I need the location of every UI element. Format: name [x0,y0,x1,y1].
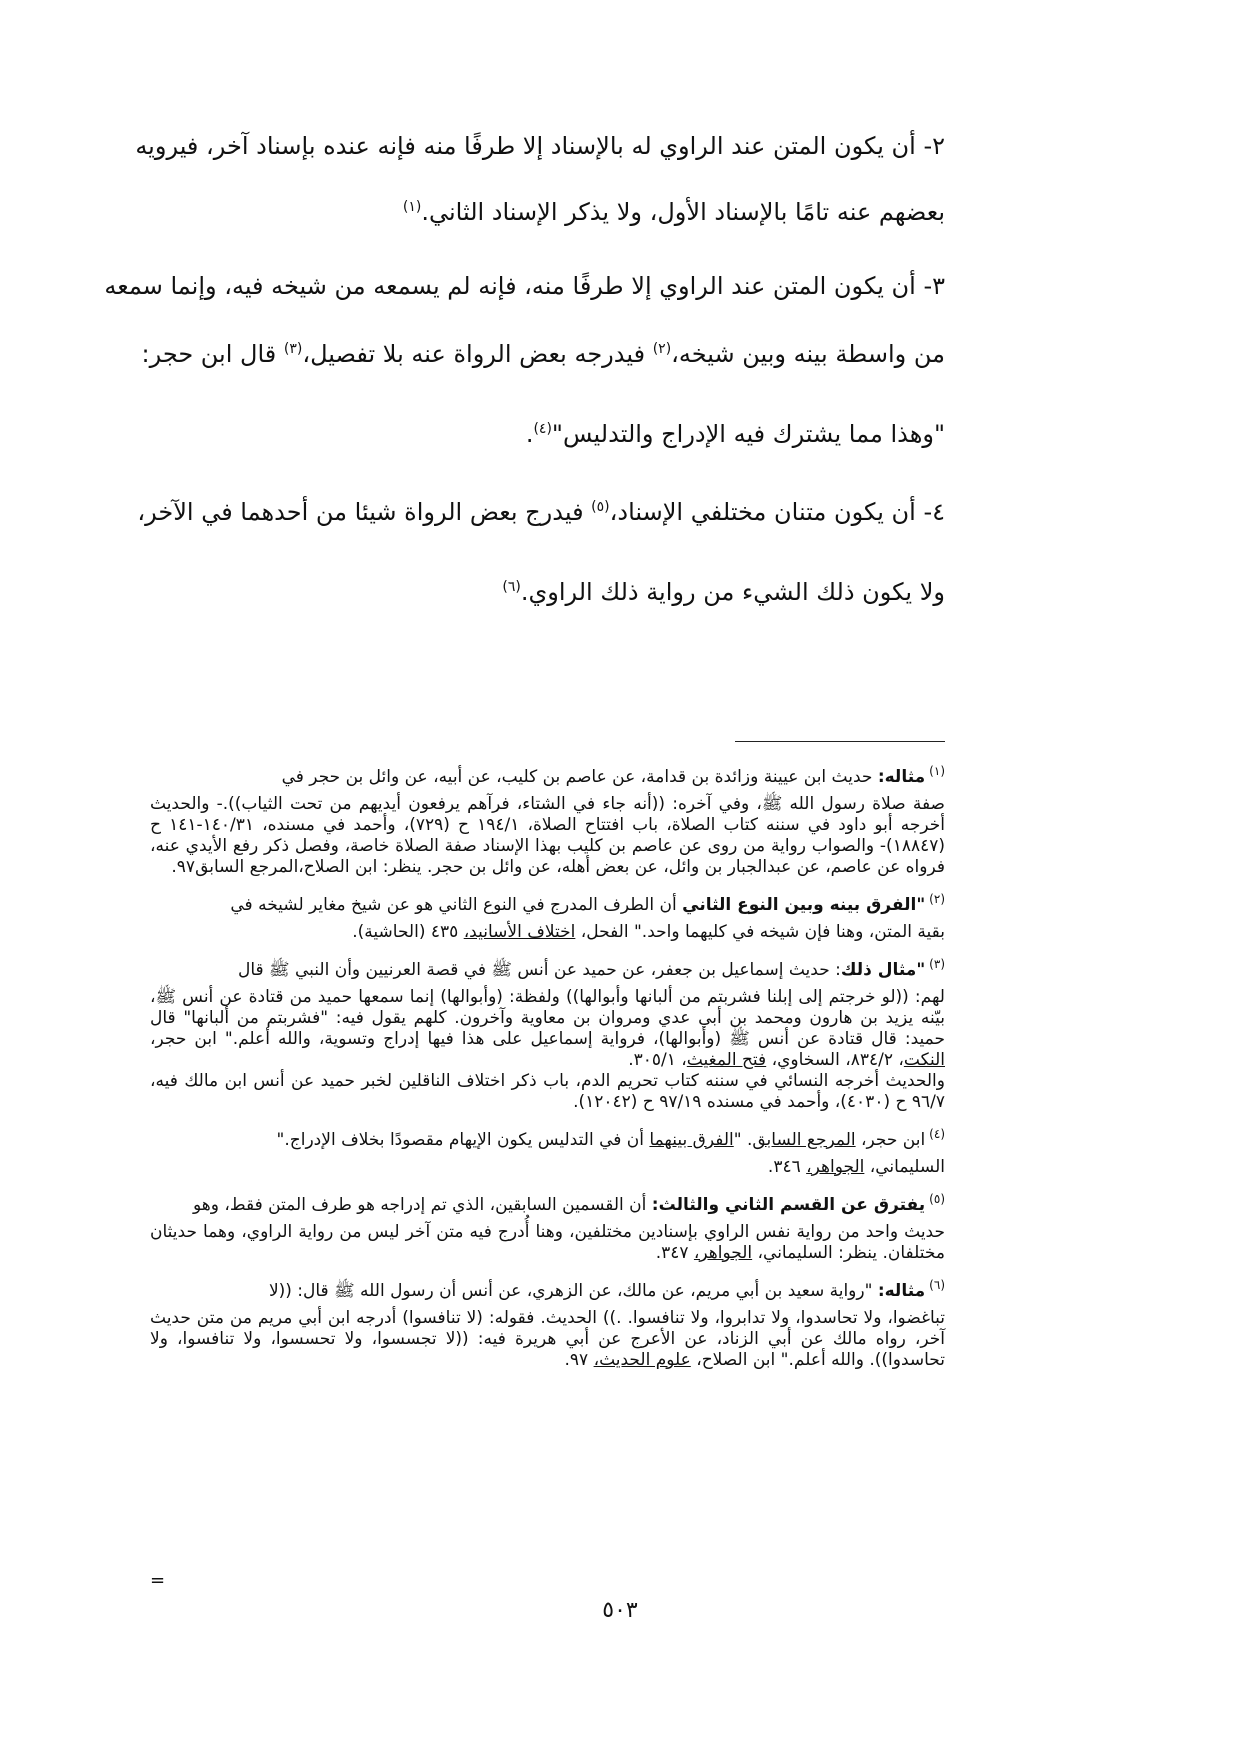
footnote-1 [150,760,945,878]
footnote-text: لهم: ((لو خرجتم إلى إبلنا فشربتم من ألبانها وأبوالها)) ولفظة: (وأبوالها) إنما سمعها حميد من قتادة عن أنس ﷺ، بيّنه يزيد بن هارون ومحمد بن أبي عدي ومروان بن معاوية وآخرون. كلهم يقول فيه: "فشربتم من ألبانها" قال حميد: قال قتادة عن أنس ﷺ (وأبوالها)، فرواية إسماعيل على هذا فيها إدراج وتسوية، والله أعلم." ابن حجر، [150,987,945,1049]
footnote-text: ٣٤٧. [655,1243,694,1263]
footnote-text: حديث ابن عيينة وزائدة بن قدامة، عن عاصم بن كليب، عن أبيه، عن وائل بن حجر في [281,767,878,787]
footnote-5 [150,1188,945,1264]
footnote-text: أن القسمين السابقين، الذي تم إدراجه هو طرف المتن فقط، وهو [193,1195,652,1215]
footnote-text: ، ٣٠٥/١. [628,1050,687,1070]
footnote-1-first-line [150,760,945,794]
footnote-text: حديث واحد من رواية نفس الراوي بإسنادين مختلفين، وهنا أُدرج فيه متن آخر ليس من رواية الراوي، وهما حديثان مختلفان. ينظر: السليماني، [150,1222,945,1263]
page-number: ٥٠٣ [602,1598,638,1623]
footnote-number: (٤) [929,1127,945,1142]
footnote-lead: "مثال ذلك [840,960,926,980]
item-3-line-1: ٣- أن يكون المتن عند الراوي إلا طرفًا منه، فإنه لم يسمعه من شيخه فيه، وإنما سمعه [104,272,945,300]
footnote-lead: مثاله: [877,1281,926,1301]
footnote-3-body [150,987,945,1071]
footnote-number: (٣) [929,957,945,972]
footnote-lead: "الفرق بينه وبين النوع الثاني [682,895,926,915]
quote-text: "وهذا مما يشترك فيه الإدراج والتدليس" [551,420,945,448]
footnote-text: ، ٨٣٤/٢، السخاوي، [766,1050,904,1070]
footnote-number: (٦) [929,1278,945,1293]
footnote-text: ٤٣٥ (الحاشية). [352,922,464,942]
citation-title: الجواهر، [806,1157,865,1177]
footnotes [150,760,945,1381]
footnote-5-first-line [150,1188,945,1222]
item-4-text-a: ٤- أن يكون متنان مختلفي الإسناد، [609,498,945,526]
footnote-6 [150,1274,945,1371]
footnote-text: ٣٤٦. [767,1157,807,1177]
footnote-ref-3[interactable]: (٣) [283,341,303,357]
footnote-ref-5[interactable]: (٥) [591,499,610,515]
footnote-3-body-2: والحديث أخرجه النسائي في سننه كتاب تحريم الدم، باب ذكر اختلاف الناقلين لخبر حميد عن أنس ابن مالك فيه، ٩٦/٧ ح (٤٠٣٠)، وأحمد في مسنده ٩٧/١٩ ح (١٢٠٤٢). [150,1071,945,1112]
quote-end: . [525,420,534,448]
footnote-text: ٩٧. [564,1350,594,1370]
citation-title: الفرق بينهما [649,1130,734,1150]
item-4-text-b: فيدرج بعض الرواة شيئا من أحدهما في الآخر، [137,498,592,526]
footnote-2 [150,888,945,943]
footnote-ref-6[interactable]: (٦) [502,579,521,595]
citation-title: النكت [903,1050,945,1070]
item-4-line-1 [137,484,945,540]
footnote-number: (٢) [929,892,945,907]
citation-title: اختلاف الأسانيد، [463,922,576,942]
footnote-3 [150,953,945,1113]
footnote-ref-1[interactable]: (١) [402,199,422,215]
footnote-separator [735,741,945,742]
footnote-2-body [150,922,945,943]
item-4-text-c: ولا يكون ذلك الشيء من رواية ذلك الراوي. [520,578,945,606]
continuation-mark: = [150,1570,166,1591]
footnote-2-first-line [150,888,945,922]
footnote-4-body [150,1157,945,1178]
footnote-5-body [150,1222,945,1264]
footnote-lead: يفترق عن القسم الثاني والثالث: [651,1195,926,1215]
footnote-3-first-line [150,953,945,987]
footnote-number: (١) [929,764,945,779]
footnote-text: بقية المتن، وهنا فإن شيخه في كليهما واحد." الفحل، [575,922,945,942]
footnote-text: ابن حجر، [855,1130,926,1150]
footnote-lead: مثاله: [877,767,926,787]
item-4-line-2 [150,564,945,620]
item-2-line-1: ٢- أن يكون المتن عند الراوي له بالإسناد إلا طرفًا منه فإنه عنده بإسناد آخر، فيرويه [135,132,945,160]
item-3-text-c: قال ابن حجر: [141,340,284,368]
item-3-line-2 [141,326,945,382]
footnote-text: . " [733,1130,753,1150]
item-3-text-a: من واسطة بينه وبين شيخه، [671,340,945,368]
item-3-line-3 [150,406,945,462]
footnote-1-body: صفة صلاة رسول الله ﷺ، وفي آخره: ((أنه جاء في الشتاء، فرآهم يرفعون أيديهم من تحت الثياب)).- والحديث أخرجه أبو داود في سننه كتاب الصلاة، باب افتتاح الصلاة، ١٩٤/١ ح (٧٢٩)، وأحمد في مسنده، ١٤٠/٣١-١٤١ ح (١٨٨٤٧)- والصواب رواية من روى عن عاصم بن كليب بهذا الإسناد صفة الصلاة خاصة، وفصل ذكر رفع الأيدي عنه، فرواه عن عاصم، عن عبدالجبار بن وائل، عن بعض أهله، عن وائل بن حجر. ينظر: ابن الصلاح،المرجع السابق٩٧. [150,794,945,877]
footnote-text: "رواية سعيد بن أبي مريم، عن مالك، عن الزهري، عن أنس أن رسول الله ﷺ قال: ((لا [268,1281,878,1301]
item-2-text: بعضهم عنه تامًا بالإسناد الأول، ولا يذكر الإسناد الثاني. [421,198,945,226]
footnote-text: أن في التدليس يكون الإيهام مقصودًا بخلاف الإدراج." [276,1130,650,1150]
footnote-6-body [150,1308,945,1371]
footnote-text: السليماني، [864,1157,945,1177]
citation-title: فتح المغيث [686,1050,767,1070]
footnote-4 [150,1123,945,1178]
footnote-ref-2[interactable]: (٢) [652,341,672,357]
footnote-ref-4[interactable]: (٤) [533,421,552,437]
footnote-6-first-line [150,1274,945,1308]
citation-title: الجواهر، [693,1243,753,1263]
citation-title: المرجع السابق [752,1130,856,1150]
item-3-text-b: فيدرجه بعض الرواة عنه بلا تفصيل، [302,340,653,368]
footnote-text: أن الطرف المدرج في النوع الثاني هو عن شيخ مغاير لشيخه في [230,895,683,915]
footnote-4-first-line [150,1123,945,1157]
footnote-text: تباغضوا، ولا تحاسدوا، ولا تدابروا، ولا تنافسوا. .)) الحديث. فقوله: (لا تنافسوا) أدرجه ابن أبي مريم من متن حديث آخر، رواه مالك عن أبي الزناد، عن الأعرج عن أبي هريرة فيه: ((لا تجسسوا، ولا تحسسوا، ولا تنافسوا، ولا تحاسدوا)). والله أعلم." ابن الصلاح، [150,1308,945,1370]
footnote-number: (٥) [929,1192,945,1207]
item-2-line-2 [150,184,945,240]
citation-title: علوم الحديث، [593,1350,691,1370]
footnote-text: : حديث إسماعيل بن جعفر، عن حميد عن أنس ﷺ في قصة العرنيين وأن النبي ﷺ قال [237,960,841,980]
